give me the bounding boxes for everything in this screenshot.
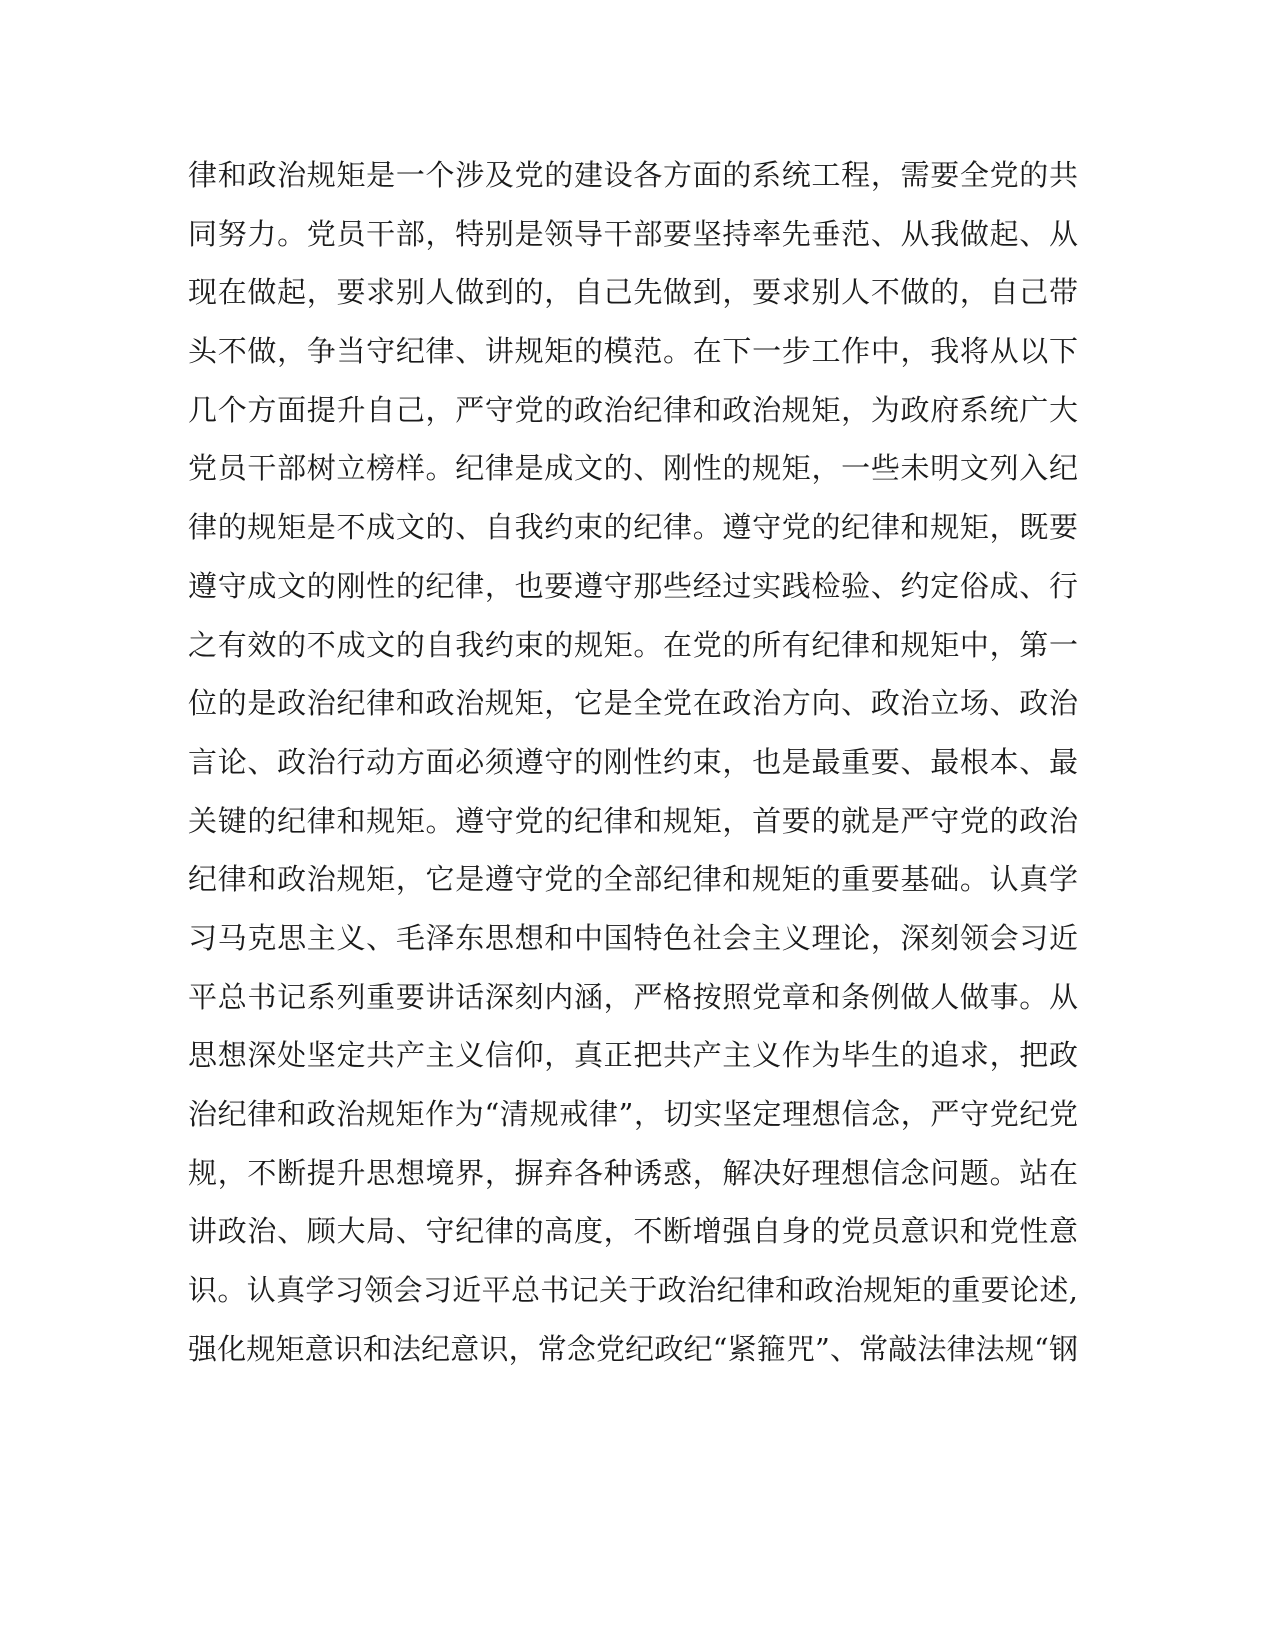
text-line: 位的是政治纪律和政治规矩，它是全党在政治方向、政治立场、政治	[188, 686, 1078, 721]
text-line: 讲政治、顾大局、守纪律的高度，不断增强自身的党员意识和党性意	[188, 1214, 1078, 1249]
text-line: 关键的纪律和规矩。遵守党的纪律和规矩，首要的就是严守党的政治	[188, 803, 1078, 838]
text-line: 律和政治规矩是一个涉及党的建设各方面的系统工程，需要全党的共	[188, 158, 1078, 192]
text-line: 同努力。党员干部，特别是领导干部要坚持率先垂范、从我做起、从	[188, 216, 1078, 251]
text-line: 治纪律和政治规矩作为“清规戒律”，切实坚定理想信念，严守党纪党	[188, 1097, 1078, 1131]
body-paragraph	[188, 146, 1078, 1378]
text-line: 律的规矩是不成文的、自我约束的纪律。遵守党的纪律和规矩，既要	[188, 510, 1078, 545]
text-line: 几个方面提升自己，严守党的政治纪律和政治规矩，为政府系统广大	[188, 392, 1078, 427]
text-line: 习马克思主义、毛泽东思想和中国特色社会主义理论，深刻领会习近	[188, 920, 1078, 955]
text-line: 识。认真学习领会习近平总书记关于政治纪律和政治规矩的重要论述,	[188, 1273, 1078, 1308]
text-line: 言论、政治行动方面必须遵守的刚性约束，也是最重要、最根本、最	[188, 744, 1078, 779]
text-line: 现在做起，要求别人做到的，自己先做到，要求别人不做的，自己带	[188, 275, 1078, 310]
text-line: 党员干部树立榜样。纪律是成文的、刚性的规矩，一些未明文列入纪	[188, 451, 1078, 486]
text-line: 平总书记系列重要讲话深刻内涵，严格按照党章和条例做人做事。从	[188, 979, 1078, 1014]
text-line: 思想深处坚定共产主义信仰，真正把共产主义作为毕生的追求，把政	[188, 1038, 1078, 1073]
text-line: 规，不断提升思想境界，摒弃各种诱惑，解决好理想信念问题。站在	[188, 1155, 1078, 1190]
text-line: 遵守成文的刚性的纪律，也要遵守那些经过实践检验、约定俗成、行	[188, 568, 1078, 603]
text-line: 之有效的不成文的自我约束的规矩。在党的所有纪律和规矩中，第一	[188, 627, 1078, 662]
text-line: 头不做，争当守纪律、讲规矩的模范。在下一步工作中，我将从以下	[188, 334, 1078, 369]
text-line: 强化规矩意识和法纪意识，常念党纪政纪“紧箍咒”、常敲法律法规“钢	[188, 1331, 1078, 1366]
text-line: 纪律和政治规矩，它是遵守党的全部纪律和规矩的重要基础。认真学	[188, 862, 1078, 897]
